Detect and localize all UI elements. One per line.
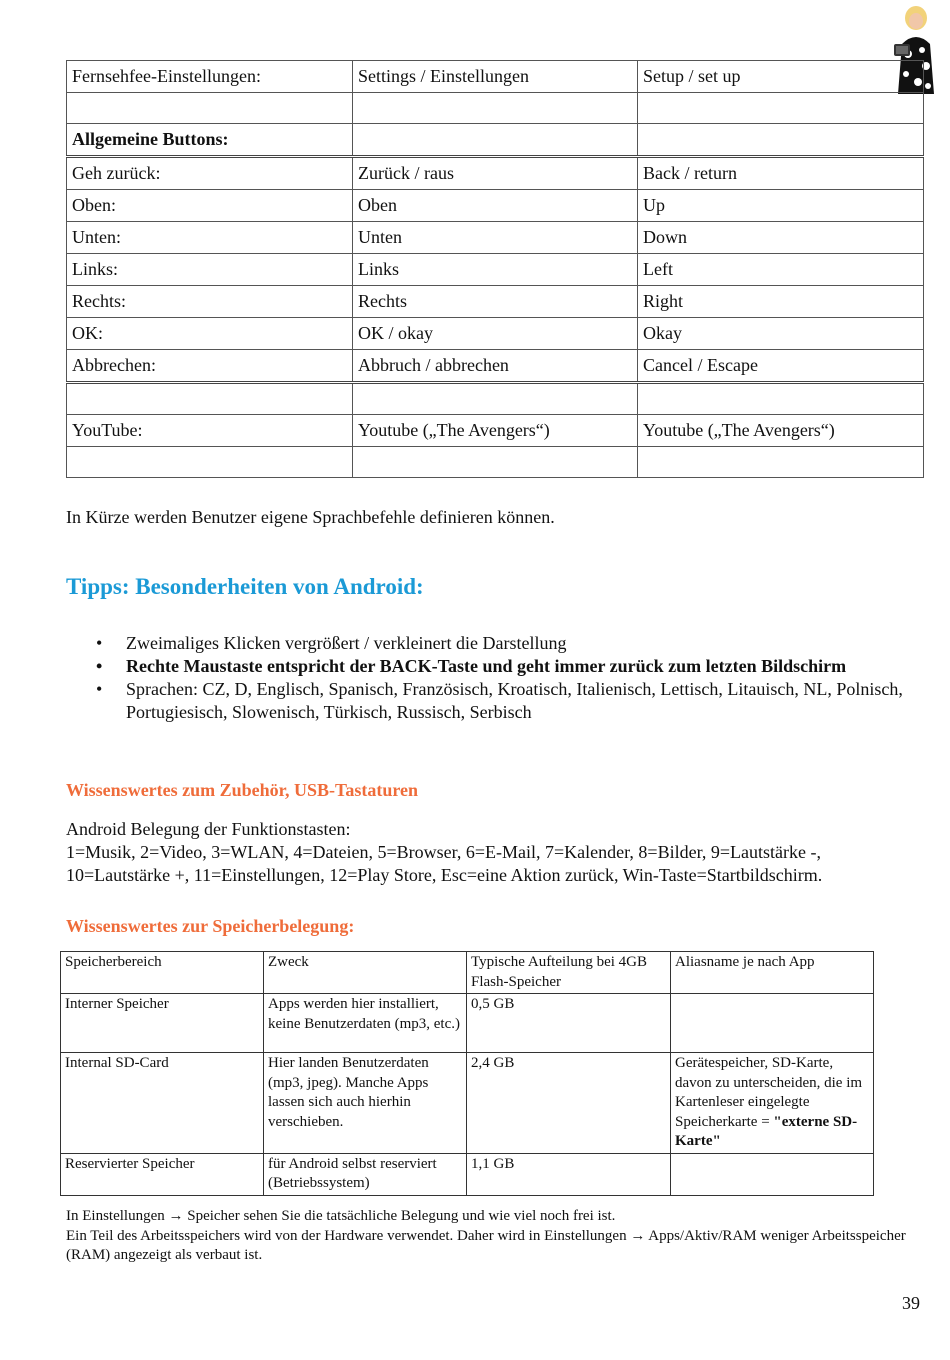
list-item	[96, 678, 916, 724]
accessories-heading: Wissenswertes zum Zubehör, USB-Tastaturen	[66, 780, 419, 800]
table-header-row	[61, 952, 874, 994]
table-cell: Okay	[638, 318, 924, 350]
table-cell: 2,4 GB	[467, 1053, 671, 1154]
table-row	[61, 1153, 874, 1195]
table-cell	[638, 447, 924, 478]
memory-table	[60, 951, 874, 1196]
note-line: In Einstellungen → Speicher sehen Sie die tatsächliche Belegung und wie viel noch frei ist.	[66, 1208, 616, 1224]
bullet-icon: •	[96, 633, 103, 653]
alias-text: Gerätespeicher, SD-Karte, davon zu unterscheiden, die im Kartenleser eingelegte Speicherkarte =	[675, 1055, 863, 1130]
table-cell: Youtube („The Avengers“)	[353, 415, 638, 447]
table-cell: OK:	[67, 318, 353, 350]
table-cell: Hier landen Benutzerdaten (mp3, jpeg). Manche Apps lassen sich auch hierhin verschieben.	[264, 1053, 467, 1154]
list-item	[96, 632, 916, 655]
table-row	[61, 994, 874, 1053]
table-cell: Allgemeine Buttons:	[67, 124, 353, 157]
table-cell: Abbruch / abbrechen	[353, 350, 638, 383]
table-cell: Up	[638, 190, 924, 222]
alias-bold-text: "externe SD-Karte"	[675, 1113, 858, 1149]
table-cell	[638, 124, 924, 157]
tips-heading: Tipps: Besonderheiten von Android:	[66, 574, 424, 599]
list-item	[96, 655, 916, 678]
table-cell	[638, 383, 924, 415]
table-cell	[638, 93, 924, 124]
table-cell: Cancel / Escape	[638, 350, 924, 383]
table-cell: YouTube:	[67, 415, 353, 447]
table-cell: Geh zurück:	[67, 157, 353, 190]
table-cell: Fernsehfee-Einstellungen:	[67, 61, 353, 93]
table-row	[61, 1053, 874, 1154]
bullet-icon: •	[96, 679, 103, 699]
table-header-cell: Speicherbereich	[61, 952, 264, 994]
function-keys-list: 1=Musik, 2=Video, 3=WLAN, 4=Dateien, 5=Browser, 6=E-Mail, 7=Kalender, 8=Bilder, 9=Lautstärke -, 10=Lautstärke +, 11=Einstellungen, 12=Play Store, Esc=eine Aktion zurück, Win-Taste=Startbildschirm.	[66, 842, 823, 885]
table-header-cell: Aliasname je nach App	[671, 952, 874, 994]
table-header-cell: Typische Aufteilung bei 4GB Flash-Speicher	[467, 952, 671, 994]
table-header-cell: Zweck	[264, 952, 467, 994]
function-keys-intro: Android Belegung der Funktionstasten:	[66, 819, 351, 839]
table-cell: Reservierter Speicher	[61, 1153, 264, 1195]
table-cell: Unten:	[67, 222, 353, 254]
table-cell	[353, 124, 638, 157]
table-cell: für Android selbst reserviert (Betriebssystem)	[264, 1153, 467, 1195]
function-keys-text	[66, 818, 926, 887]
table-cell	[353, 93, 638, 124]
table-cell	[671, 1053, 874, 1154]
table-cell: 1,1 GB	[467, 1153, 671, 1195]
table-cell: Oben:	[67, 190, 353, 222]
table-cell: Down	[638, 222, 924, 254]
table-cell: Interner Speicher	[61, 994, 264, 1053]
table-cell: Unten	[353, 222, 638, 254]
table-cell	[67, 383, 353, 415]
table-cell: Setup / set up	[638, 61, 924, 93]
list-item-text: Rechte Maustaste entspricht der BACK-Taste und geht immer zurück zum letzten Bildschirm	[126, 656, 847, 676]
table-cell	[671, 1153, 874, 1195]
tips-list	[96, 632, 916, 724]
table-cell: Right	[638, 286, 924, 318]
memory-heading: Wissenswertes zur Speicherbelegung:	[66, 916, 355, 936]
table-cell: Settings / Einstellungen	[353, 61, 638, 93]
table-cell: Back / return	[638, 157, 924, 190]
intro-text: In Kürze werden Benutzer eigene Sprachbefehle definieren können.	[66, 507, 555, 527]
voice-command-table	[66, 60, 924, 478]
table-cell: Rechts	[353, 286, 638, 318]
table-cell: Links:	[67, 254, 353, 286]
page-number: 39	[902, 1293, 920, 1313]
table-cell: Apps werden hier installiert, keine Benutzerdaten (mp3, etc.)	[264, 994, 467, 1053]
table-cell: Zurück / raus	[353, 157, 638, 190]
list-item-text: Sprachen: CZ, D, Englisch, Spanisch, Französisch, Kroatisch, Italienisch, Lettisch, Litauisch, NL, Polnisch, Portugiesisch, Slowenisch, Türkisch, Russisch, Serbisch	[126, 679, 903, 722]
memory-notes	[66, 1207, 906, 1266]
table-cell: Youtube („The Avengers“)	[638, 415, 924, 447]
table-cell: Left	[638, 254, 924, 286]
table-cell: Internal SD-Card	[61, 1053, 264, 1154]
table-cell: Oben	[353, 190, 638, 222]
table-cell: Rechts:	[67, 286, 353, 318]
note-line: Ein Teil des Arbeitsspeichers wird von der Hardware verwendet. Daher wird in Einstellungen → Apps/Aktiv/RAM weniger Arbeitsspeicher (RAM) angezeigt als verbaut ist.	[66, 1227, 906, 1263]
table-cell	[353, 383, 638, 415]
list-item-text: Zweimaliges Klicken vergrößert / verkleinert die Darstellung	[126, 633, 567, 653]
table-cell: OK / okay	[353, 318, 638, 350]
table-cell	[671, 994, 874, 1053]
table-cell	[67, 447, 353, 478]
table-cell: Links	[353, 254, 638, 286]
table-cell	[353, 447, 638, 478]
table-cell: 0,5 GB	[467, 994, 671, 1053]
table-cell	[67, 93, 353, 124]
table-cell: Abbrechen:	[67, 350, 353, 383]
bullet-icon: •	[96, 656, 103, 676]
